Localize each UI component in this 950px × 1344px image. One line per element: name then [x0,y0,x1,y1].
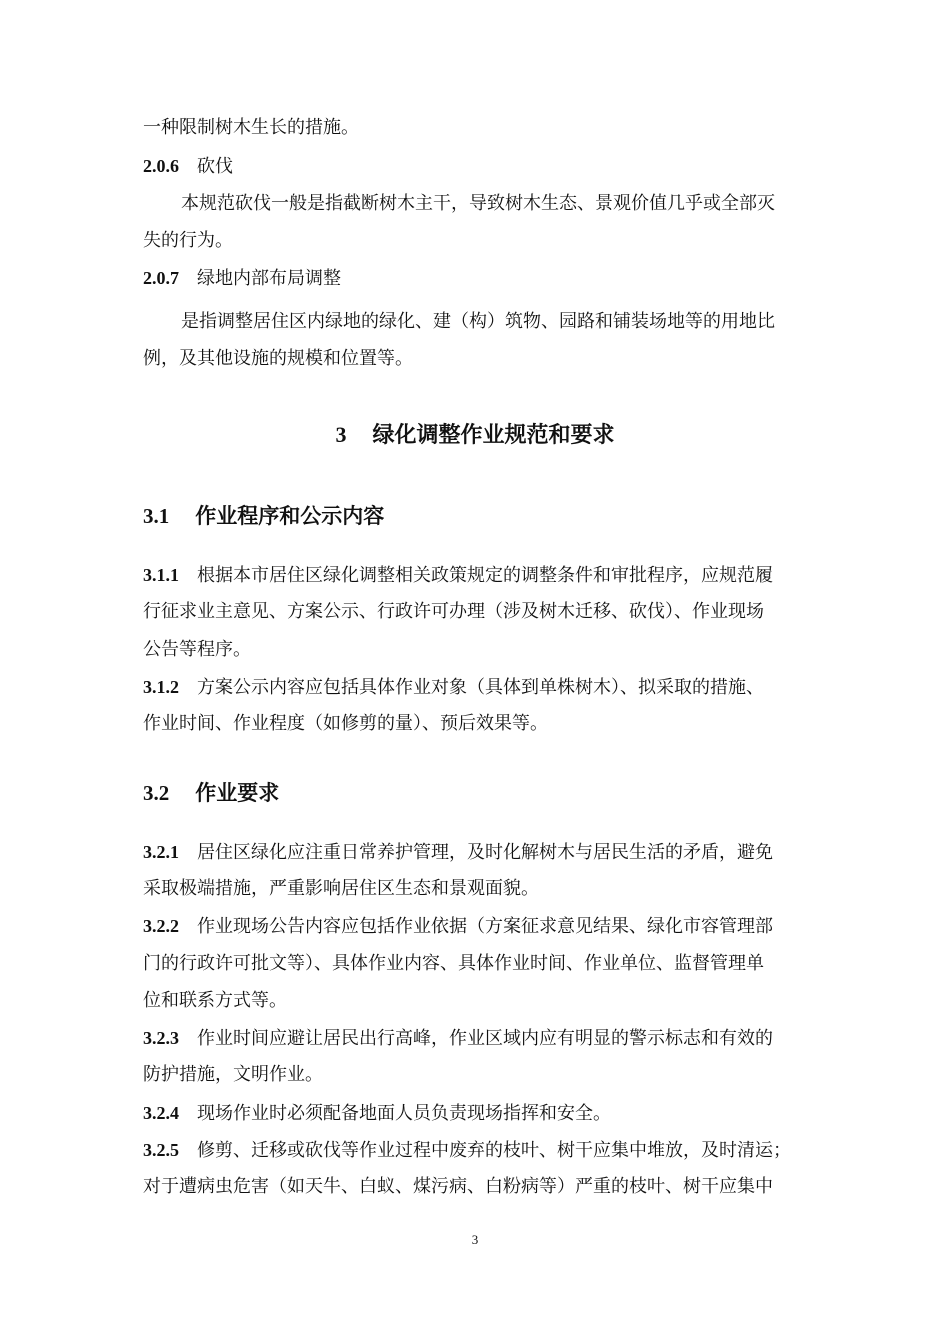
section-number: 3.1 [143,504,170,528]
clause-number: 3.1.1 [143,565,179,585]
clause-number: 3.2.2 [143,916,179,936]
clause-number: 2.0.6 [143,156,179,176]
clause-3-1-2: 3.1.2 方案公示内容应包括具体作业对象（具体到单株树木）、拟采取的措施、 [143,677,764,698]
clause-title: 绿地内部布局调整 [197,268,341,289]
chapter-3-heading [0,421,950,450]
clause-3-2-3: 3.2.3 作业时间应避让居民出行高峰，作业区域内应有明显的警示标志和有效的 [143,1028,773,1049]
clause-2-0-6-heading [143,154,233,179]
section-title: 作业程序和公示内容 [195,504,385,528]
paragraph-line: 是指调整居住区内绿地的绿化、建（构）筑物、园路和铺装场地等的用地比 [181,311,775,332]
section-3-2-heading [143,779,279,807]
paragraph-line: 门的行政许可批文等）、具体作业内容、具体作业时间、作业单位、监督管理单 [143,953,764,974]
chapter-title: 绿化调整作业规范和要求 [372,423,615,448]
section-number: 3.2 [143,781,170,805]
section-title: 作业要求 [195,781,280,805]
section-3-1-heading [143,502,384,530]
chapter-number: 3 [335,422,347,447]
clause-title: 砍伐 [197,156,233,177]
page-number: 3 [471,1232,479,1247]
paragraph-line: 位和联系方式等。 [143,990,287,1011]
clause-number: 3.1.2 [143,677,179,697]
paragraph-line: 采取极端措施，严重影响居住区生态和景观面貌。 [143,878,539,899]
clause-2-0-7-heading [143,266,341,291]
clause-3-2-2: 3.2.2 作业现场公告内容应包括作业依据（方案征求意见结果、绿化市容管理部 [143,916,773,937]
paragraph-line: 行征求业主意见、方案公示、行政许可办理（涉及树木迁移、砍伐）、作业现场 [143,601,764,622]
clause-number: 3.2.1 [143,842,179,862]
clause-3-2-5: 3.2.5 修剪、迁移或砍伐等作业过程中废弃的枝叶、树干应集中堆放，及时清运； [143,1140,791,1161]
paragraph-line: 公告等程序。 [143,639,251,660]
paragraph-line: 本规范砍伐一般是指截断树木主干，导致树木生态、景观价值几乎或全部灭 [181,193,775,214]
clause-3-2-4: 3.2.4 现场作业时必须配备地面人员负责现场指挥和安全。 [143,1103,611,1124]
clause-3-1-1: 3.1.1 根据本市居住区绿化调整相关政策规定的调整条件和审批程序，应规范履 [143,565,773,586]
paragraph-line: 作业时间、作业程度（如修剪的量）、预后效果等。 [143,713,548,734]
paragraph-line: 失的行为。 [143,230,233,251]
paragraph-line: 防护措施，文明作业。 [143,1064,323,1085]
clause-3-2-1: 3.2.1 居住区绿化应注重日常养护管理，及时化解树木与居民生活的矛盾，避免 [143,842,773,863]
paragraph-line: 对于遭病虫危害（如天牛、白蚁、煤污病、白粉病等）严重的枝叶、树干应集中 [143,1176,773,1197]
clause-number: 3.2.3 [143,1028,179,1048]
clause-number: 2.0.7 [143,268,179,288]
clause-number: 3.2.5 [143,1140,179,1160]
clause-number: 3.2.4 [143,1103,179,1123]
paragraph-line: 一种限制树木生长的措施。 [143,117,359,138]
paragraph-line: 例，及其他设施的规模和位置等。 [143,348,413,369]
